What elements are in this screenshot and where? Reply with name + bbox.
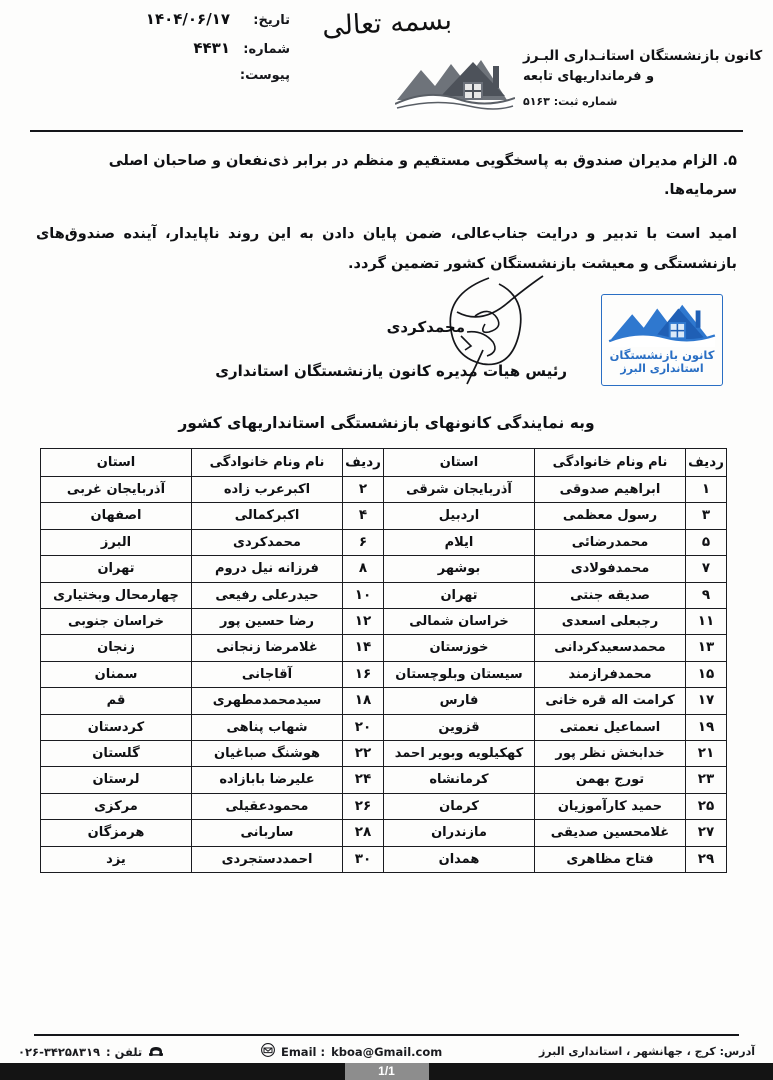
cell-r-name: کرامت اله قره خانی <box>535 688 686 714</box>
cell-l-num: ۱۶ <box>343 661 384 687</box>
cell-l-name: شهاب پناهی <box>192 714 343 740</box>
table-row <box>41 503 727 529</box>
cell-r-name: صدیقه جنتی <box>535 582 686 608</box>
cell-l-prov: قم <box>41 688 192 714</box>
table-row <box>41 529 727 555</box>
cell-r-prov: تهران <box>384 582 535 608</box>
cell-l-num: ۲۸ <box>343 820 384 846</box>
registration-number: شماره ثبت: ۵۱۶۳ <box>523 94 618 108</box>
table-row <box>41 556 727 582</box>
table-row <box>41 661 727 687</box>
cell-l-num: ۴ <box>343 503 384 529</box>
cell-l-num: ۶ <box>343 529 384 555</box>
cell-l-prov: لرستان <box>41 767 192 793</box>
organization-stamp <box>601 294 723 386</box>
number-label: شماره: <box>243 42 290 57</box>
cell-l-prov: البرز <box>41 529 192 555</box>
table-row <box>41 582 727 608</box>
cell-r-num: ۳ <box>686 503 727 529</box>
cell-r-name: محمدسعیدکردانی <box>535 635 686 661</box>
table-row <box>41 635 727 661</box>
cell-r-prov: کرمانشاه <box>384 767 535 793</box>
th-row-number-left: ردیف <box>343 448 384 476</box>
cell-r-prov: همدان <box>384 846 535 872</box>
table-row <box>41 820 727 846</box>
cell-l-prov: خراسان جنوبی <box>41 608 192 634</box>
cell-r-prov: کرمان <box>384 793 535 819</box>
cell-r-prov: فارس <box>384 688 535 714</box>
th-fullname-right: نام ونام خانوادگی <box>535 448 686 476</box>
cell-l-name: اکبرعرب زاده <box>192 476 343 502</box>
cell-l-num: ۲۰ <box>343 714 384 740</box>
body-closing-paragraph: امید است با تدبیر و درایت جناب‌عالی، ضمن پایان دادن به این روند ناپایدار، آینده صندوق‌های بازنشستگی و معیشت بازنشستگان کشور تضمین گردد. <box>36 226 737 273</box>
footer-email[interactable] <box>261 1043 442 1060</box>
cell-l-num: ۲۶ <box>343 793 384 819</box>
cell-l-prov: زنجان <box>41 635 192 661</box>
cell-l-prov: مرکزی <box>41 793 192 819</box>
cell-r-num: ۱۵ <box>686 661 727 687</box>
letterhead-text <box>523 46 765 109</box>
cell-l-num: ۱۴ <box>343 635 384 661</box>
footer-phone <box>18 1043 164 1060</box>
bismillah-calligraphy: بسمه تعالی <box>320 4 453 43</box>
footer-email-label: Email : <box>280 1044 326 1059</box>
cell-r-name: محمدفرازمند <box>535 661 686 687</box>
cell-r-name: ابراهیم صدوقی <box>535 476 686 502</box>
house-mountain-logo-icon <box>395 42 515 114</box>
cell-r-name: محمدفولادی <box>535 556 686 582</box>
body-item-5: ۵. الزام مدیران صندوق به پاسخگویی مستقیم و منظم در برابر ذی‌نفعان و صاحبان اصلی سرمایه‌ها. <box>108 152 737 199</box>
footer-email-value: kboa@Gmail.com <box>331 1044 443 1059</box>
cell-r-name: اسماعیل نعمتی <box>535 714 686 740</box>
cell-l-prov: چهارمحال وبختیاری <box>41 582 192 608</box>
cell-r-prov: اردبیل <box>384 503 535 529</box>
cell-l-name: ساربانی <box>192 820 343 846</box>
table-row <box>41 688 727 714</box>
cell-l-prov: گلستان <box>41 740 192 766</box>
cell-l-prov: تهران <box>41 556 192 582</box>
cell-r-name: رجبعلی اسعدی <box>535 608 686 634</box>
cell-r-name: غلامحسین صدیقی <box>535 820 686 846</box>
cell-l-name: هوشنگ صباغیان <box>192 740 343 766</box>
th-province-right: استان <box>384 448 535 476</box>
signature-zone <box>36 286 737 404</box>
cell-l-name: حیدرعلی رفیعی <box>192 582 343 608</box>
cell-l-prov: یزد <box>41 846 192 872</box>
table-subtitle: وبه نمایندگی کانونهای بازنشستگی استانداریهای کشور <box>178 413 595 432</box>
cell-r-num: ۲۳ <box>686 767 727 793</box>
date-value: ۱۴۰۴/۰۶/۱۷ <box>145 10 230 28</box>
cell-l-prov: کردستان <box>41 714 192 740</box>
cell-l-name: محمدکردی <box>192 529 343 555</box>
cell-l-num: ۲ <box>343 476 384 502</box>
representatives-table-wrap <box>46 448 727 873</box>
cell-l-num: ۸ <box>343 556 384 582</box>
table-row <box>41 793 727 819</box>
table-row <box>41 714 727 740</box>
cell-l-name: علیرضا بابازاده <box>192 767 343 793</box>
cell-l-name: اکبرکمالی <box>192 503 343 529</box>
cell-l-num: ۲۴ <box>343 767 384 793</box>
cell-r-prov: ایلام <box>384 529 535 555</box>
cell-r-name: تورج بهمن <box>535 767 686 793</box>
cell-l-num: ۱۲ <box>343 608 384 634</box>
footer-phone-label: تلفن : <box>106 1044 143 1059</box>
cell-r-num: ۹ <box>686 582 727 608</box>
cell-r-prov: مازندران <box>384 820 535 846</box>
cell-r-name: رسول معظمی <box>535 503 686 529</box>
cell-l-prov: اصفهان <box>41 503 192 529</box>
signer-name: محمدکردی <box>386 317 465 336</box>
page-indicator: 1/1 <box>345 1063 429 1080</box>
cell-r-num: ۱ <box>686 476 727 502</box>
page-indicator-bar <box>0 1063 773 1080</box>
stamp-logo-icon <box>606 297 718 347</box>
cell-l-prov: هرمزگان <box>41 820 192 846</box>
stamp-line-2: استانداری البرز <box>620 362 704 376</box>
cell-r-num: ۱۹ <box>686 714 727 740</box>
cell-l-name: آقاجانی <box>192 661 343 687</box>
letterhead <box>395 42 765 114</box>
table-row <box>41 740 727 766</box>
cell-r-num: ۲۵ <box>686 793 727 819</box>
table-row <box>41 846 727 872</box>
table-row <box>41 608 727 634</box>
footer-address: آدرس: کرج ، جهانشهر ، استانداری البرز <box>538 1045 755 1058</box>
footer-divider <box>34 1034 739 1036</box>
cell-l-num: ۳۰ <box>343 846 384 872</box>
th-row-number-right: ردیف <box>686 448 727 476</box>
cell-r-name: محمدرضائی <box>535 529 686 555</box>
cell-r-num: ۲۹ <box>686 846 727 872</box>
date-row <box>0 10 330 28</box>
cell-l-name: غلامرضا زنجانی <box>192 635 343 661</box>
cell-r-prov: قزوین <box>384 714 535 740</box>
cell-l-prov: سمنان <box>41 661 192 687</box>
cell-l-num: ۱۸ <box>343 688 384 714</box>
cell-r-name: خدابخش نظر پور <box>535 740 686 766</box>
date-label: تاریخ: <box>253 13 290 28</box>
footer-phone-value: ۰۲۶-۳۴۲۵۸۳۱۹ <box>18 1044 100 1059</box>
attachment-row <box>0 68 330 83</box>
table-row <box>41 476 727 502</box>
cell-l-name: رضا حسین پور <box>192 608 343 634</box>
cell-l-num: ۱۰ <box>343 582 384 608</box>
cell-l-num: ۲۲ <box>343 740 384 766</box>
cell-l-prov: آذربایجان غربی <box>41 476 192 502</box>
cell-r-prov: سیستان وبلوچستان <box>384 661 535 687</box>
header-meta-block <box>0 10 330 94</box>
cell-r-prov: بوشهر <box>384 556 535 582</box>
cell-r-num: ۱۳ <box>686 635 727 661</box>
table-row <box>41 767 727 793</box>
cell-r-num: ۷ <box>686 556 727 582</box>
cell-l-name: فرزانه نیل دروم <box>192 556 343 582</box>
attachment-label: پیوست: <box>239 68 290 83</box>
cell-r-name: حمید کارآموزیان <box>535 793 686 819</box>
document-footer <box>18 1043 755 1060</box>
cell-r-prov: آذربایجان شرقی <box>384 476 535 502</box>
table-body <box>41 476 727 872</box>
number-row <box>0 39 330 57</box>
cell-r-prov: خوزستان <box>384 635 535 661</box>
org-name-line2: و فرمانداریهای تابعه <box>523 69 655 85</box>
stamp-line-1: کانون بازنشستگان <box>609 347 715 362</box>
document-header <box>0 0 773 132</box>
cell-l-name: محمودعقیلی <box>192 793 343 819</box>
cell-r-num: ۲۷ <box>686 820 727 846</box>
letter-body <box>36 147 737 280</box>
header-divider <box>30 130 743 132</box>
cell-r-num: ۵ <box>686 529 727 555</box>
cell-r-prov: خراسان شمالی <box>384 608 535 634</box>
cell-r-num: ۲۱ <box>686 740 727 766</box>
telephone-icon <box>148 1043 164 1060</box>
th-province-left: استان <box>41 448 192 476</box>
cell-r-num: ۱۱ <box>686 608 727 634</box>
number-value: ۴۴۳۱ <box>193 39 230 57</box>
cell-l-name: سیدمحمدمطهری <box>192 688 343 714</box>
cell-r-name: فتاح مظاهری <box>535 846 686 872</box>
envelope-icon <box>261 1043 275 1060</box>
th-fullname-left: نام ونام خانوادگی <box>192 448 343 476</box>
org-name-line1: کانون بازنشستگان استانـداری البـرز <box>523 48 763 65</box>
signer-title: رئیس هیات مدیره کانون یازنشستگان استانداری <box>215 361 567 380</box>
cell-l-name: احمددستجردی <box>192 846 343 872</box>
cell-r-prov: کهکیلویه وبویر احمد <box>384 740 535 766</box>
cell-r-num: ۱۷ <box>686 688 727 714</box>
representatives-table <box>40 448 727 873</box>
table-header-row <box>41 448 727 476</box>
